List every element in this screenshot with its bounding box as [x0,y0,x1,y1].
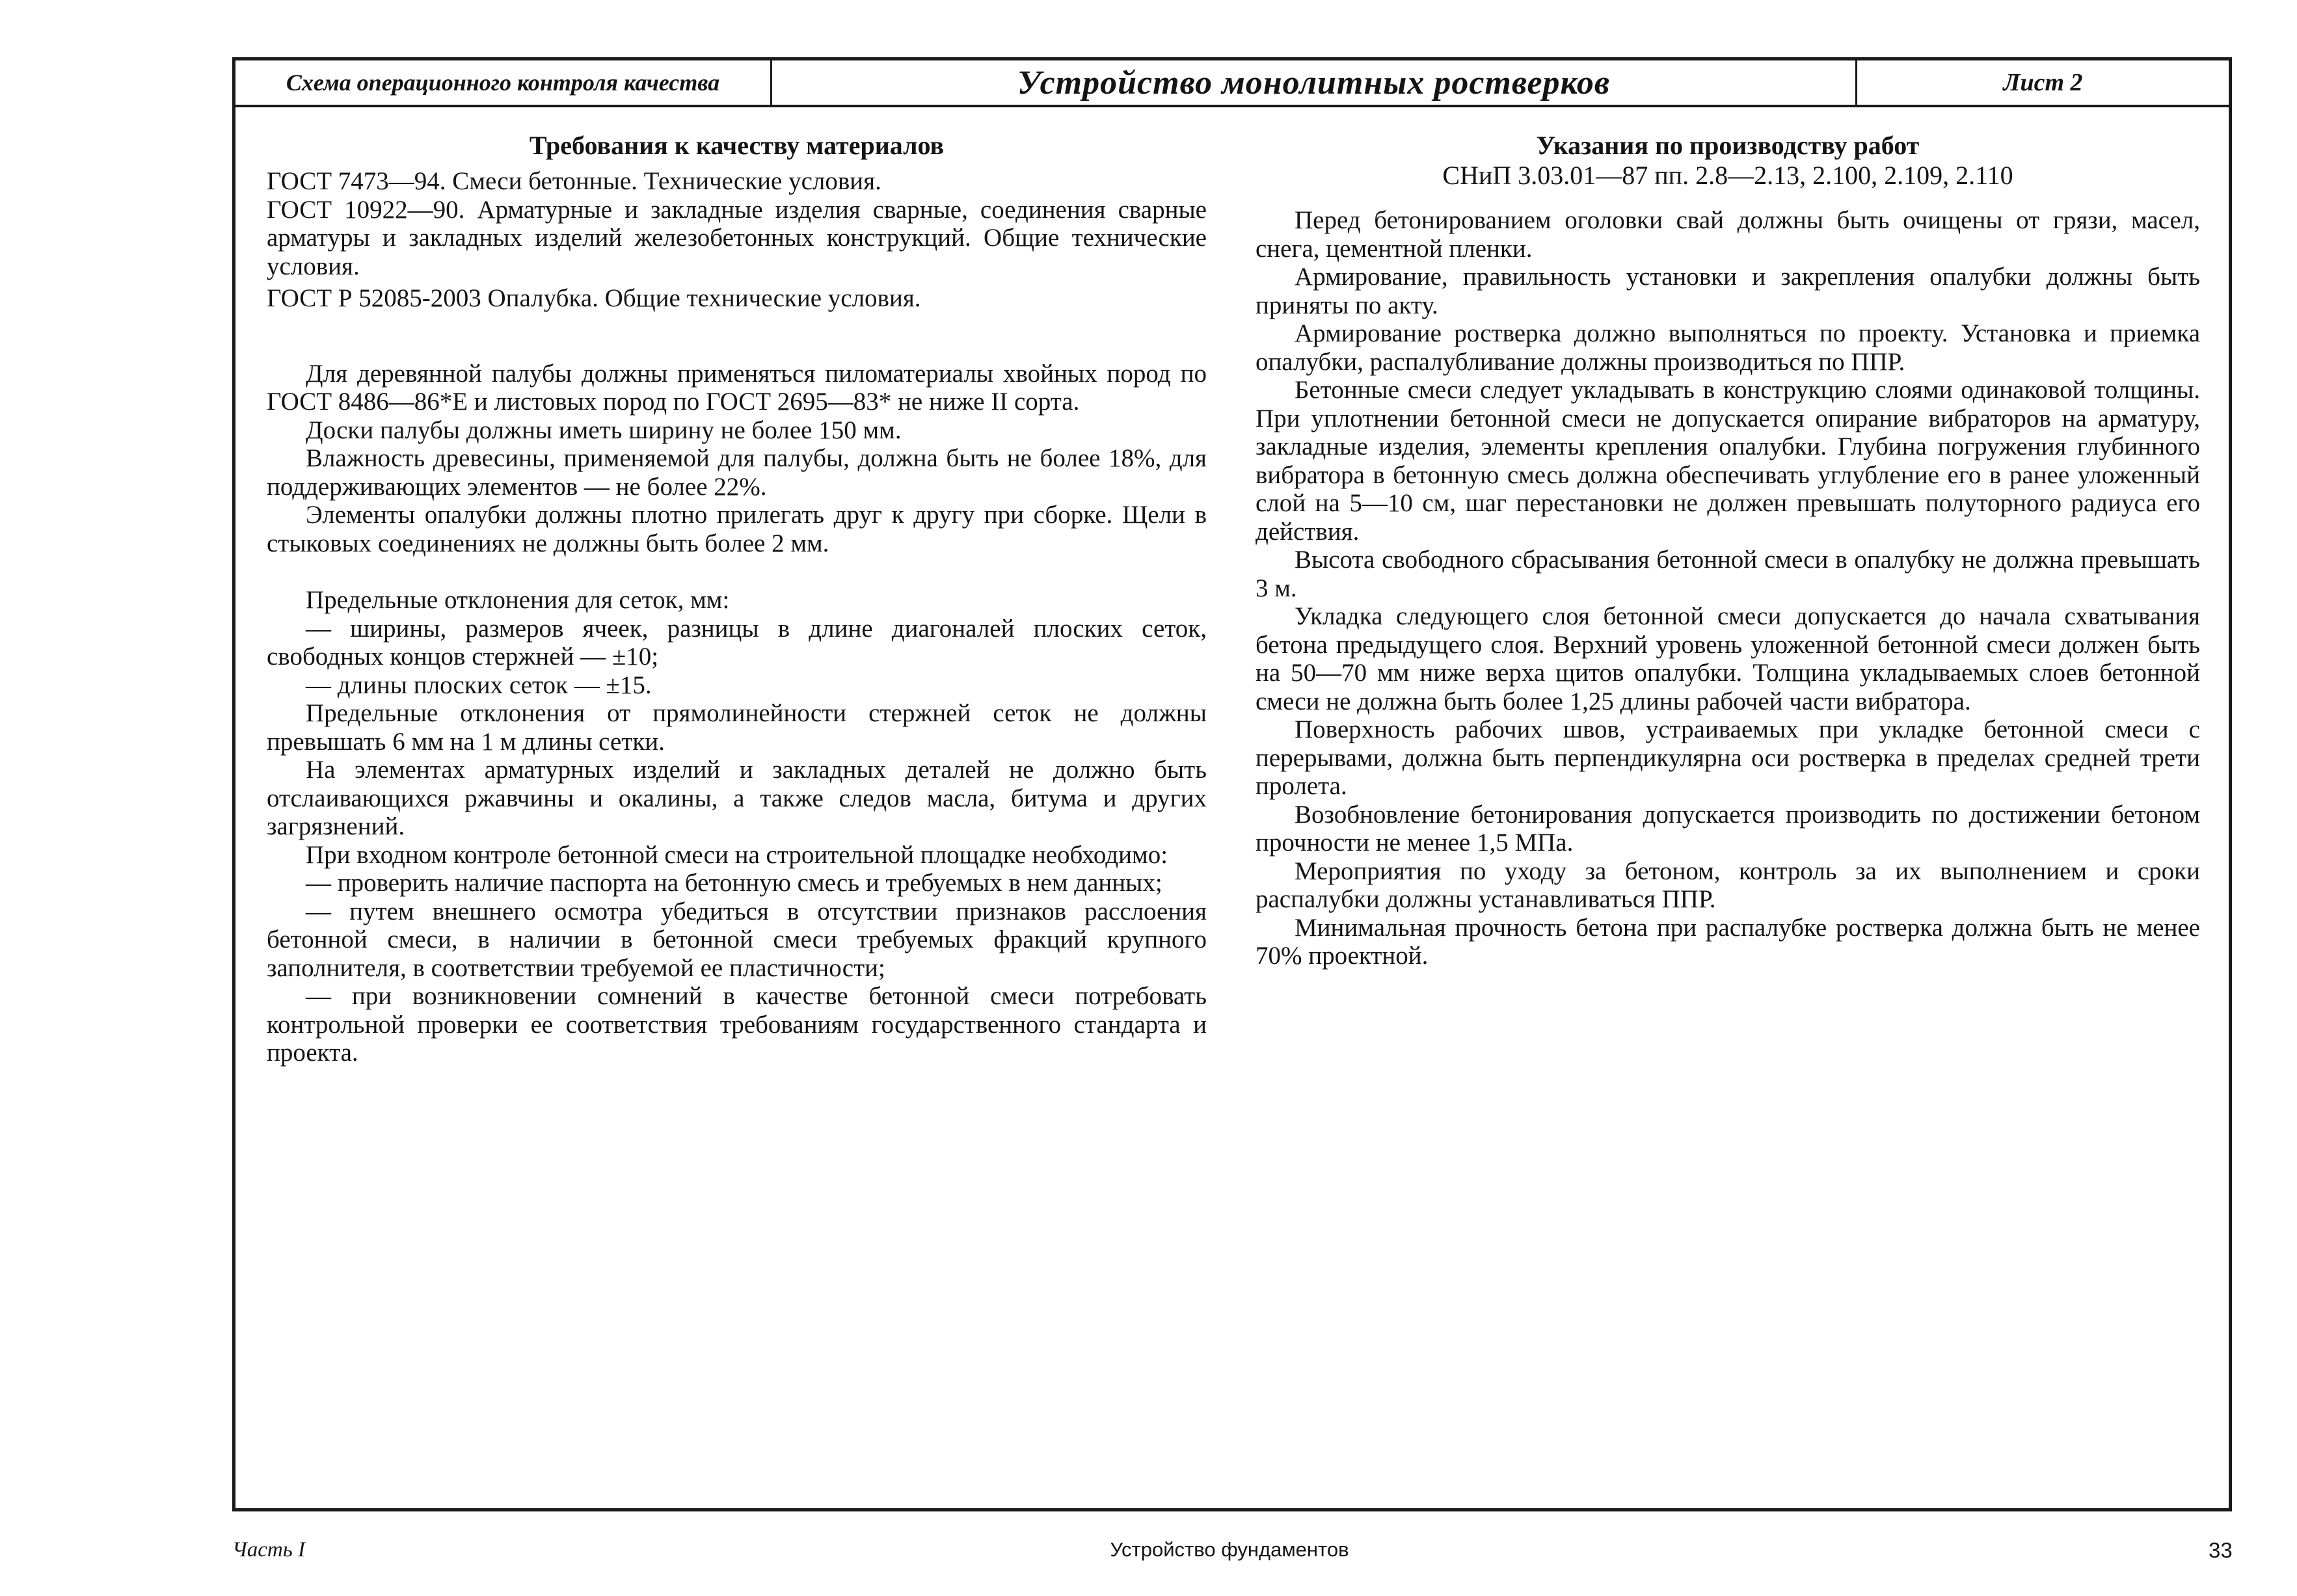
mesh-paragraph: — путем внешнего осмотра убедиться в отсутствии признаков расслоения бетонной смеси, в наличии в бетонной смеси требуемых фракций крупного заполнителя, в соответствии требуемой ее пластичности; [267,897,1207,982]
materials-requirements-title: Требования к качеству материалов [529,131,945,160]
work-instructions-title: Указания по производству работ [1536,131,1920,160]
instruction-paragraph: Бетонные смеси следует укладывать в конструкцию слоями одинаковой толщины. При уплотнении бетонной смеси не допускается опирание вибраторов на арматуру, закладные изделия, элементы крепления опалубки. Глубина погружения глубинного вибратора в бетонную смесь должна обеспечивать углубление его в ранее уложенный слой на 5—10 см, шаг перестановки не должен превышать полуторного радиуса его действия. [1256,376,2200,546]
instruction-paragraph: Перед бетонированием оголовки свай должны быть очищены от грязи, масел, снега, цементной пленки. [1256,206,2200,263]
mesh-paragraph: Предельные отклонения от прямолинейности стержней сеток не должны превышать 6 мм на 1 м длины сетки. [267,699,1207,756]
instruction-paragraph: Высота свободного сбрасывания бетонной смеси в опалубку не должна превышать 3 м. [1256,546,2200,602]
snip-reference: СНиП 3.03.01—87 пп. 2.8—2.13, 2.100, 2.109, 2.110 [1442,161,2013,190]
left-column [267,131,1207,1067]
footer-section-title: Устройство фундаментов [1110,1538,1349,1561]
standard-item: ГОСТ Р 52085-2003 Опалубка. Общие технические условия. [267,284,921,312]
mesh-paragraph: — при возникновении сомнений в качестве бетонной смеси потребовать контрольной проверки ее соответствия требованиям государственного стандарта и проекта. [267,982,1207,1067]
standard-item: ГОСТ 7473—94. Смеси бетонные. Технические условия. [267,167,881,195]
mesh-paragraph: — ширины, размеров ячеек, разницы в длине диагоналей плоских сеток, свободных концов стержней — ±10; [267,614,1207,671]
sheet-header [235,60,2229,107]
timber-paragraph: Для деревянной палубы должны применяться пиломатериалы хвойных пород по ГОСТ 8486—86*Е и листовых пород по ГОСТ 2695—83* не ниже II сорта. [267,359,1207,416]
mesh-paragraph: — длины плоских сеток — ±15. [306,671,652,699]
mesh-paragraph: На элементах арматурных изделий и закладных деталей не должно быть отслаивающихся ржавчины и окалины, а также следов масла, битума и других загрязнений. [267,756,1207,840]
instruction-paragraph: Укладка следующего слоя бетонной смеси допускается до начала схватывания бетона предыдущего слоя. Верхний уровень уложенной бетонной смеси должен быть на 50—70 мм ниже верха щитов опалубки. Толщина укладываемых слоев бетонной смеси не должна быть более 1,25 длины рабочей части вибратора. [1256,602,2200,715]
footer-part-label: Часть I [232,1538,305,1562]
instruction-paragraph: Армирование, правильность установки и закрепления опалубки должны быть приняты по акту. [1256,263,2200,319]
standard-item: ГОСТ 10922—90. Арматурные и закладные изделия сварные, соединения сварные арматуры и закладных изделий железобетонных конструкций. Общие технические условия. [267,195,1207,280]
instruction-paragraph: Минимальная прочность бетона при распалубке ростверка должна быть не менее 70% проектной. [1256,913,2200,970]
right-column [1256,131,2200,970]
header-document-title: Устройство монолитных ростверков [772,60,1857,105]
timber-paragraph: Элементы опалубки должны плотно прилегать друг к другу при сборке. Щели в стыковых соединениях не должны быть более 2 мм. [267,501,1207,557]
mesh-paragraph: Предельные отклонения для сеток, мм: [306,586,730,614]
header-sheet-number: Лист 2 [2003,69,2083,96]
instruction-paragraph: Армирование ростверка должно выполняться по проекту. Установка и приемка опалубки, распалубливание должны производиться по ППР. [1256,319,2200,376]
spacer [267,313,1207,360]
mesh-paragraph: При входном контроле бетонной смеси на строительной площадке необходимо: [306,840,1168,869]
mesh-paragraph: — проверить наличие паспорта на бетонную смесь и требуемых в нем данных; [306,869,1162,897]
header-scheme-label: Схема операционного контроля качества [235,60,772,105]
form-sheet [232,57,2232,1511]
timber-paragraph: Доски палубы должны иметь ширину не более 150 мм. [306,416,902,444]
instruction-paragraph: Мероприятия по уходу за бетоном, контроль за их выполнением и сроки распалубки должны устанавливаться ППР. [1256,857,2200,913]
timber-paragraph: Влажность древесины, применяемой для палубы, должна быть не более 18%, для поддерживающих элементов — не более 22%. [267,444,1207,501]
instruction-paragraph: Возобновление бетонирования допускается производить по достижении бетоном прочности не менее 1,5 МПа. [1256,800,2200,857]
spacer [267,557,1207,586]
instruction-paragraph: Поверхность рабочих швов, устраиваемых при укладке бетонной смеси с перерывами, должна быть перпендикулярна оси ростверка в пределах средней трети пролета. [1256,715,2200,800]
page-number: 33 [2209,1538,2233,1562]
